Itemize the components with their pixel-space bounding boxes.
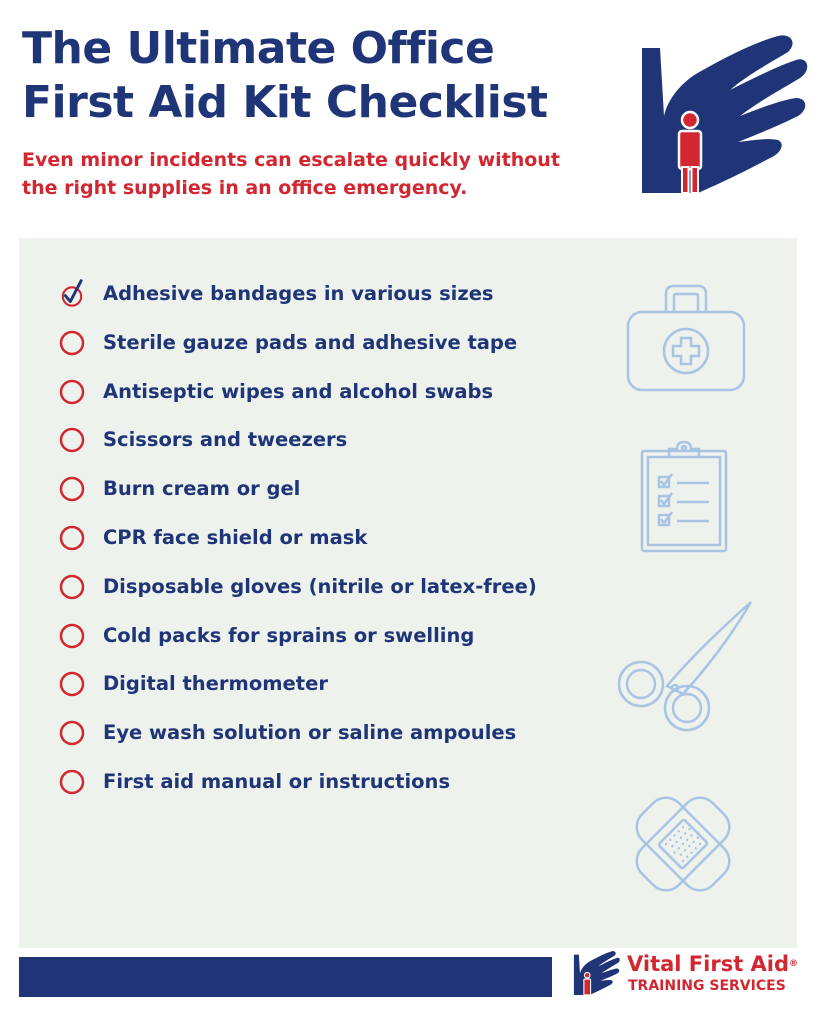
registered-mark: ® xyxy=(789,959,799,969)
vital-first-aid-logo-icon xyxy=(570,948,620,998)
bandage-icon xyxy=(625,788,741,900)
empty-circle-icon[interactable] xyxy=(57,377,87,407)
footer-bar xyxy=(19,957,552,997)
empty-circle-icon[interactable] xyxy=(57,621,87,651)
checklist-item[interactable] xyxy=(19,372,579,404)
empty-circle-icon[interactable] xyxy=(57,474,87,504)
subtitle-line-1: Even minor incidents can escalate quickly without xyxy=(22,149,560,171)
checklist-item[interactable] xyxy=(19,567,579,599)
checklist-item-label: Adhesive bandages in various sizes xyxy=(103,282,494,305)
checklist-item[interactable] xyxy=(19,664,579,696)
page-subtitle xyxy=(22,146,560,202)
checklist-item-label: Cold packs for sprains or swelling xyxy=(103,623,475,647)
checklist-item-label: Burn cream or gel xyxy=(103,477,301,501)
checklist-item[interactable] xyxy=(19,518,579,550)
checklist-item[interactable] xyxy=(19,762,579,794)
brand-tagline: TRAINING SERVICES xyxy=(628,978,786,994)
empty-circle-icon[interactable] xyxy=(57,328,87,358)
empty-circle-icon[interactable] xyxy=(57,767,87,797)
hand-with-person-icon xyxy=(628,30,808,198)
checklist-item[interactable] xyxy=(19,323,579,355)
first-aid-kit-icon xyxy=(625,282,747,394)
checklist-item-label: Scissors and tweezers xyxy=(103,428,348,452)
checklist-item[interactable] xyxy=(19,713,579,745)
empty-circle-icon[interactable] xyxy=(57,572,87,602)
title-line-1: The Ultimate Office xyxy=(22,23,495,74)
checklist-item-label: CPR face shield or mask xyxy=(103,526,368,549)
checklist-item-label: Eye wash solution or saline ampoules xyxy=(103,721,517,745)
title-line-2: First Aid Kit Checklist xyxy=(22,77,548,128)
checklist-item-label: First aid manual or instructions xyxy=(103,770,451,793)
checklist-item-label: Digital thermometer xyxy=(103,672,328,696)
scissors-icon xyxy=(615,598,755,733)
clipboard-checklist-icon xyxy=(639,441,729,553)
checklist-item[interactable] xyxy=(19,420,579,452)
checklist-item-label: Sterile gauze pads and adhesive tape xyxy=(103,330,518,354)
checklist-panel xyxy=(19,238,797,948)
page-title xyxy=(22,22,548,130)
empty-circle-icon[interactable] xyxy=(57,718,87,748)
checklist-item[interactable] xyxy=(19,616,579,648)
subtitle-line-2: the right supplies in an office emergency. xyxy=(22,177,468,199)
checklist-item[interactable] xyxy=(19,469,579,501)
brand-name-text: Vital First Aid xyxy=(627,952,790,976)
empty-circle-icon[interactable] xyxy=(57,523,87,553)
checklist-item-label: Disposable gloves (nitrile or latex-free) xyxy=(103,574,537,598)
checklist-item-label: Antiseptic wipes and alcohol swabs xyxy=(103,379,494,403)
checked-circle-icon[interactable] xyxy=(57,279,87,309)
brand-name xyxy=(627,950,798,978)
checklist-item[interactable] xyxy=(19,274,579,306)
empty-circle-icon[interactable] xyxy=(57,669,87,699)
empty-circle-icon[interactable] xyxy=(57,425,87,455)
